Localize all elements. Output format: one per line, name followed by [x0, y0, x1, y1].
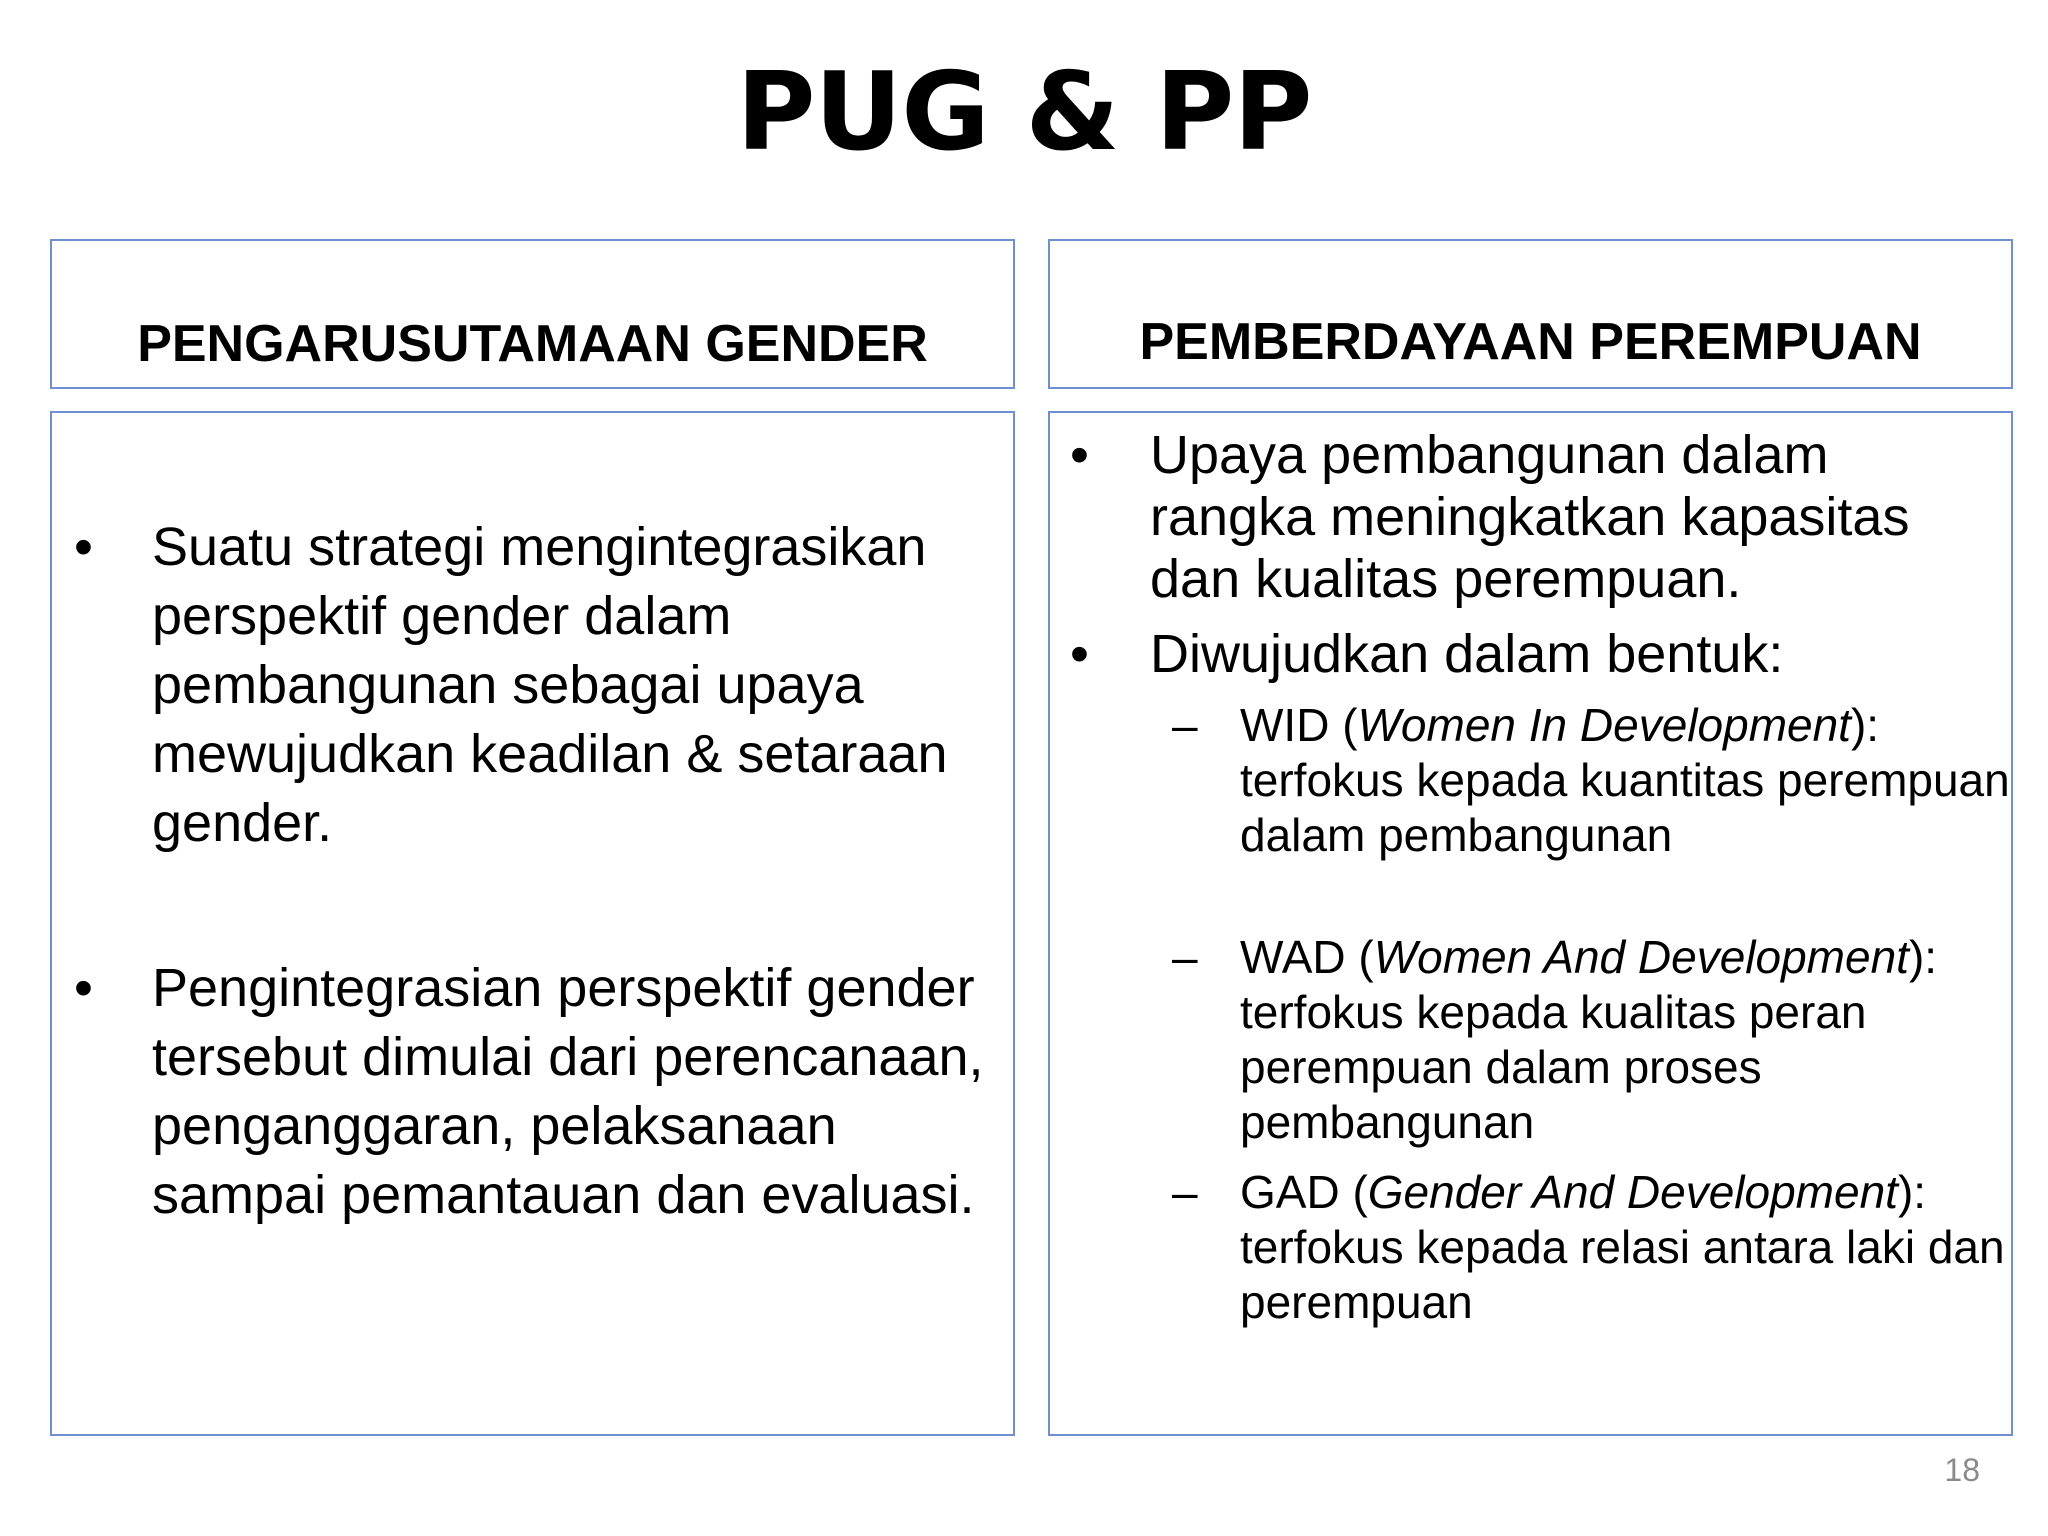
dash-icon: – [1172, 931, 1198, 983]
right-heading: PEMBERDAYAAN PEREMPUAN [1139, 313, 1922, 371]
bullet-icon: • [74, 517, 93, 577]
right-bullet-text: Upaya pembangunan dalam rangka meningkatkan kapasitas dan kualitas perempuan. [1150, 425, 1910, 609]
sub-item-prefix: WAD ( [1240, 931, 1374, 983]
bullet-icon: • [1070, 624, 1089, 684]
sub-item-term: Women In Development [1357, 699, 1851, 751]
dash-icon: – [1172, 1166, 1198, 1218]
slide-title: PUG & PP [736, 50, 1312, 175]
left-bullet-text: Pengintegrasian perspektif gender tersebut dimulai dari perencanaan, penganggaran, pelaksanaan sampai pemantauan dan evaluasi. [152, 958, 984, 1225]
bullet-icon: • [1070, 425, 1089, 485]
sub-item-term: Gender And Development [1367, 1166, 1898, 1218]
left-heading-box [50, 239, 1015, 389]
right-heading-box [1048, 239, 2013, 389]
right-bullet-text: Diwujudkan dalam bentuk: [1150, 624, 1784, 684]
left-heading: PENGARUSUTAMAAN GENDER [137, 315, 928, 373]
sub-item-text [1240, 698, 2010, 863]
sub-item-suffix: ): terfokus kepada kuantitas perempuan dalam pembangunan [1240, 699, 2010, 861]
sub-item-suffix: ): terfokus kepada relasi antara laki dan perempuan [1240, 1166, 2005, 1328]
left-content-box [50, 411, 1015, 1436]
sub-item-prefix: WID ( [1240, 699, 1358, 751]
page-number: 18 [1944, 1452, 1980, 1488]
left-bullet-text: Suatu strategi mengintegrasikan perspektif gender dalam pembangunan sebagai upaya mewujudkan keadilan & setaraan gender. [152, 517, 948, 853]
sub-item-text [1240, 1165, 2010, 1330]
dash-icon: – [1172, 699, 1198, 751]
sub-item-prefix: GAD ( [1240, 1166, 1368, 1218]
sub-item-suffix: ): terfokus kepada kualitas peran perempuan dalam proses pembangunan [1240, 931, 1938, 1148]
right-content-box [1048, 411, 2013, 1436]
sub-item-term: Women And Development [1373, 931, 1909, 983]
bullet-icon: • [74, 958, 93, 1018]
sub-item-text [1240, 930, 2010, 1150]
